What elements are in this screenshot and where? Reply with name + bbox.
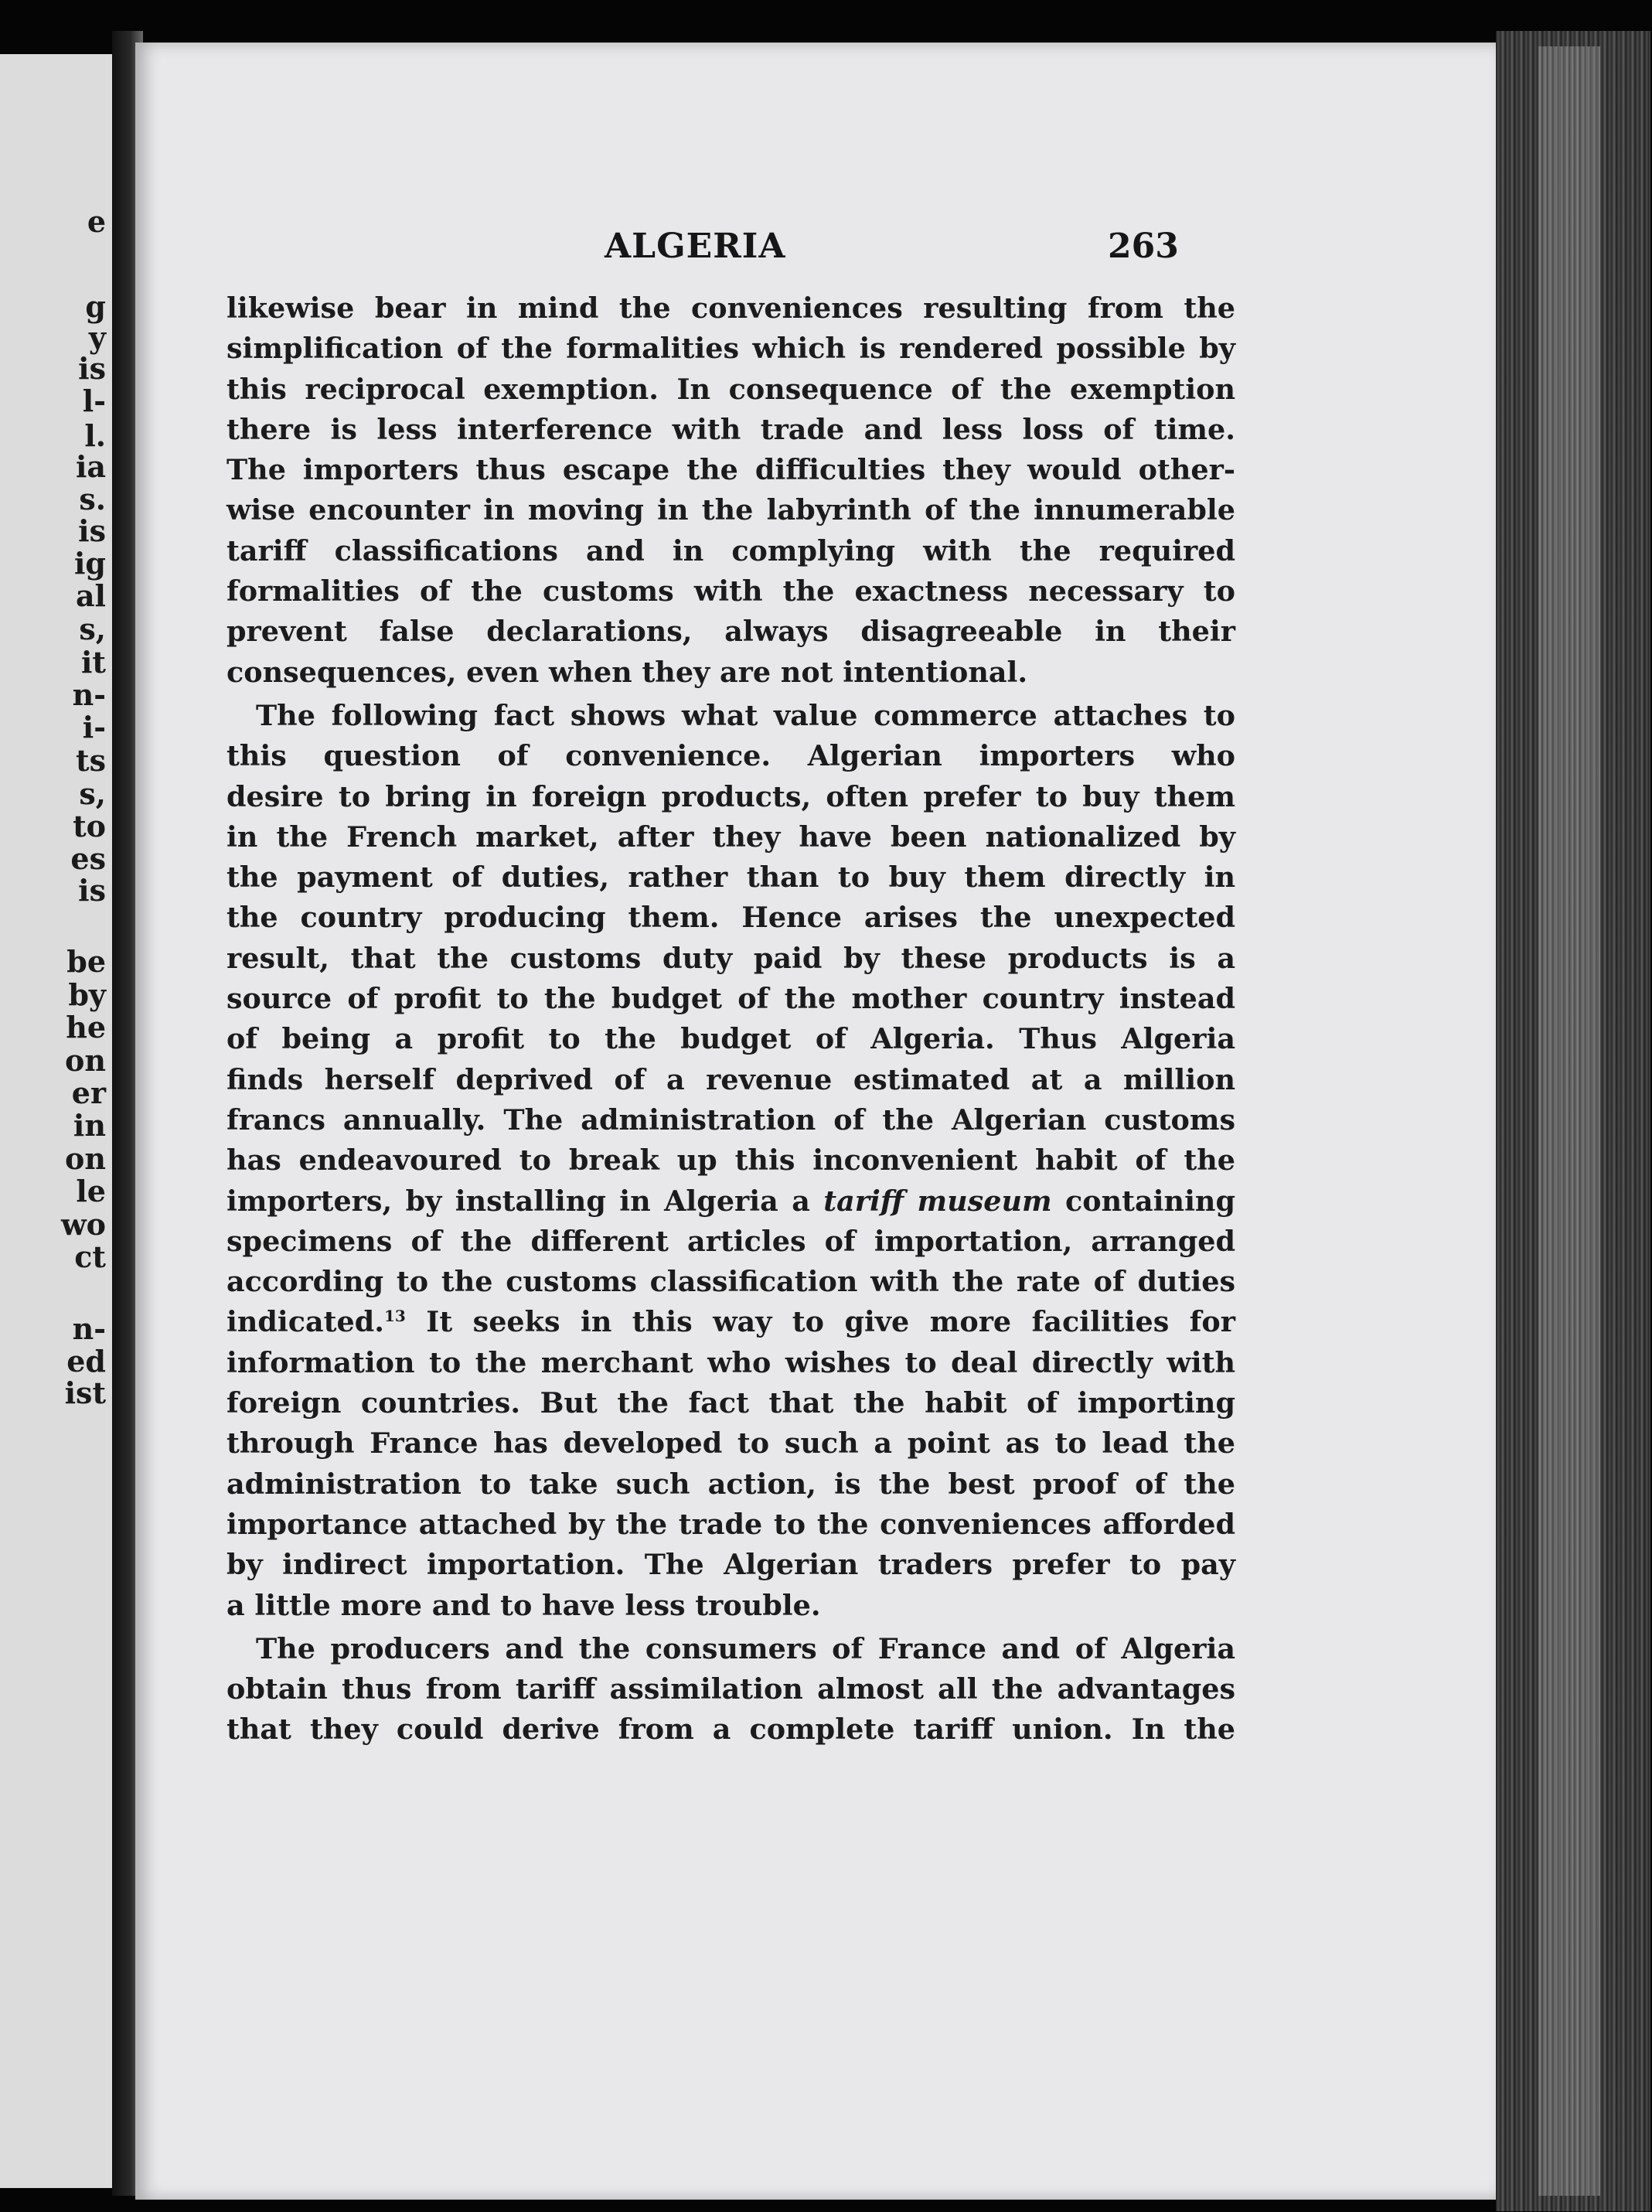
body-text (227, 288, 1235, 1750)
text-line: a little more and to have less trouble. (227, 1588, 821, 1622)
facing-page-text-fragment: ed (66, 1344, 106, 1379)
text-line: obtain thus from tariff assimilation almost all the advantages (227, 1672, 1235, 1706)
text-line: likewise bear in mind the conveniences resulting from the (227, 291, 1235, 325)
text-line: formalities of the customs with the exactness necessary to (227, 574, 1235, 608)
text-line: through France has developed to such a point as to lead the (227, 1426, 1235, 1460)
text-line: the payment of duties, rather than to buy them directly in (227, 861, 1235, 895)
facing-page-text-fragment: e (87, 204, 106, 239)
text-fragment: It seeks in this way to give more facilities for (426, 1305, 1235, 1339)
text-line: francs annually. The administration of the Algerian customs (227, 1103, 1235, 1137)
facing-page-text-fragment: in (73, 1108, 106, 1143)
text-line: this question of convenience. Algerian importers who (227, 739, 1235, 773)
facing-page-text-fragment: is (78, 513, 106, 548)
text-line: that they could derive from a complete tariff union. In the (227, 1713, 1235, 1747)
facing-page-text-fragment: g (85, 289, 106, 324)
text-line: The producers and the consumers of France and of Algeria (256, 1631, 1235, 1665)
facing-page-text-fragment: n- (72, 677, 106, 712)
text-line: specimens of the different articles of importation, arranged (227, 1224, 1235, 1258)
facing-page-text-fragment: is (78, 351, 106, 386)
facing-page-text-fragment: on (65, 1141, 106, 1176)
book-page (135, 43, 1496, 2200)
facing-page-text-fragment: to (73, 809, 106, 844)
text-line: finds herself deprived of a revenue estimated at a million (227, 1062, 1235, 1096)
facing-page-text-fragment: be (66, 944, 106, 979)
text-line: there is less interference with trade and less loss of time. (227, 412, 1235, 446)
facing-page-text-fragment: ig (73, 546, 106, 581)
facing-page-text-fragment: it (81, 645, 106, 680)
text-line: The importers thus escape the difficulties they would other- (227, 453, 1235, 487)
text-line: in the French market, after they have been nationalized by (227, 820, 1235, 854)
facing-page-text-fragment: s. (79, 482, 106, 516)
facing-page-text-fragment: er (71, 1075, 106, 1110)
facing-page-text-fragment: s, (79, 612, 106, 646)
text-fragment: containing (1065, 1184, 1235, 1218)
facing-page-text-fragment: wo (60, 1207, 106, 1242)
facing-page-text-fragment: by (68, 977, 106, 1012)
text-line: by indirect importation. The Algerian traders prefer to pay (227, 1548, 1235, 1582)
text-line: The following fact shows what value commerce attaches to (256, 698, 1235, 732)
text-line: foreign countries. But the fact that the habit of importing (227, 1386, 1235, 1420)
facing-page-text-fragment: s, (79, 776, 106, 811)
facing-page-text-fragment: ist (64, 1375, 106, 1410)
facing-page-fragment (0, 54, 112, 2188)
text-line-with-italic (227, 1181, 1235, 1222)
facing-page-text-fragment: n- (72, 1311, 106, 1346)
facing-page-text-fragment: on (65, 1043, 106, 1078)
text-line-with-footnote (227, 1302, 1235, 1342)
text-line: has endeavoured to break up this inconvenient habit of the (227, 1143, 1235, 1178)
text-line: source of profit to the budget of the mother country instead (227, 982, 1235, 1016)
text-line: tariff classifications and in complying with the required (227, 533, 1235, 567)
facing-page-text-fragment: ia (75, 449, 106, 484)
facing-page-text-fragment: he (66, 1010, 106, 1045)
text-line: of being a profit to the budget of Algeria. Thus Algeria (227, 1022, 1235, 1056)
facing-page-text-fragment: l- (82, 383, 106, 418)
facing-page-text-fragment: l. (84, 418, 106, 453)
text-line: importance attached by the trade to the conveniences afforded (227, 1507, 1235, 1541)
italic-phrase: tariff museum (823, 1184, 1052, 1218)
text-line: this reciprocal exemption. In consequence of the exemption (227, 372, 1235, 406)
footnote-reference: 13 (383, 1307, 406, 1326)
text-line: wise encounter in moving in the labyrinth of the innumerable (227, 493, 1235, 527)
text-fragment: importers, by installing in Algeria a (227, 1184, 810, 1218)
text-line: administration to take such action, is the best proof of the (227, 1467, 1235, 1501)
page-number: 263 (1108, 227, 1179, 266)
page-header (135, 227, 1496, 273)
text-line: result, that the customs duty paid by these products is a (227, 941, 1235, 975)
facing-page-text-fragment: le (76, 1174, 106, 1208)
facing-page-text-fragment: i- (82, 710, 106, 745)
facing-page-text-fragment: al (75, 578, 106, 613)
page-stack-highlight (1538, 46, 1600, 2196)
text-line: the country producing them. Hence arises the unexpected (227, 901, 1235, 935)
text-line: information to the merchant who wishes to deal directly with (227, 1345, 1235, 1379)
running-title: ALGERIA (605, 227, 786, 266)
text-line: according to the customs classification with the rate of duties (227, 1265, 1235, 1299)
facing-page-text-fragment: ct (74, 1239, 106, 1274)
facing-page-text-fragment: es (70, 841, 106, 876)
text-fragment: indicated. (227, 1305, 384, 1339)
text-line: consequences, even when they are not intentional. (227, 655, 1028, 689)
facing-page-text-fragment: y (88, 320, 106, 355)
text-line: desire to bring in foreign products, often prefer to buy them (227, 779, 1235, 813)
facing-page-text-fragment: is (78, 873, 106, 908)
facing-page-text-fragment: ts (76, 743, 106, 778)
text-line: prevent false declarations, always disagreeable in their (227, 615, 1235, 649)
text-line: simplification of the formalities which is rendered possible by (227, 332, 1235, 366)
